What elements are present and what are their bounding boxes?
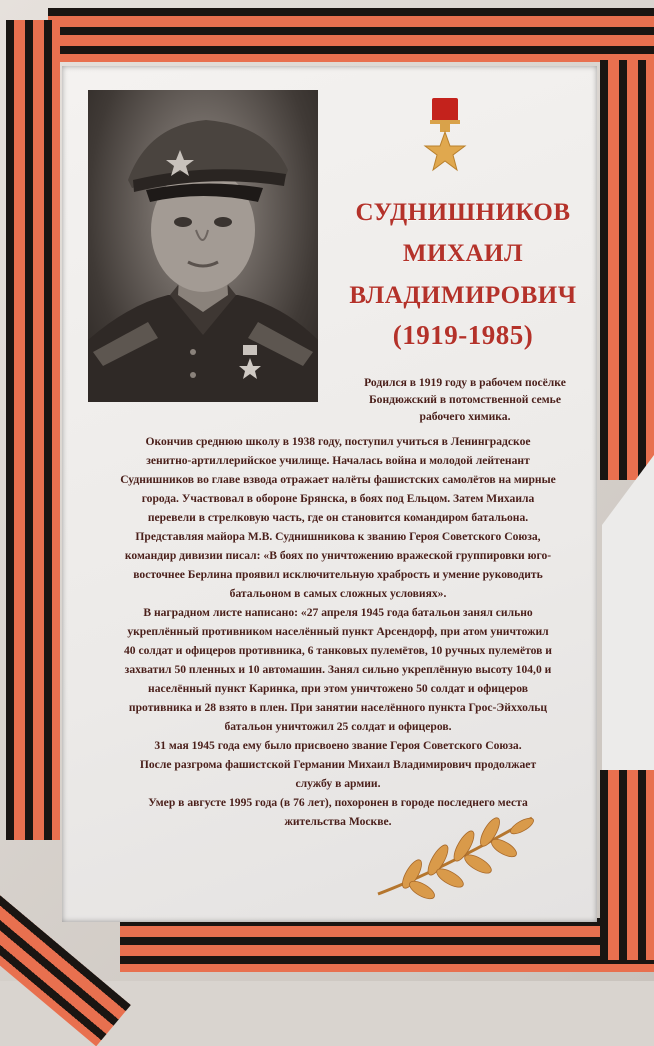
bio-line: Суднишников во главе взвода отражает налёты фашистских самолётов на мирные: [120, 473, 556, 486]
bio-line: перевели в стрелковую часть, где он становится командиром батальона.: [147, 511, 529, 524]
first-name-heading: МИХАИЛ: [402, 240, 524, 267]
bio-intro-line: Родился в 1919 году в рабочем посёлке: [364, 376, 566, 389]
bio-line: жительства Москве.: [284, 815, 392, 828]
bio-line: захватил 50 пленных и 10 автомашин. Занял сильно укреплённую высоту 104,0 и: [124, 663, 552, 676]
bio-line: 31 мая 1945 года ему было присвоено звание Героя Советского Союза.: [154, 739, 522, 752]
bio-line: Окончив среднюю школу в 1938 году, поступил учиться в Ленинградское: [145, 435, 531, 448]
ribbon-right-lower: [600, 770, 654, 960]
life-years-heading: (1919-1985): [392, 320, 534, 350]
bio-line: командир дивизии писал: «В боях по уничтожению вражеской группировки юго-: [124, 549, 552, 562]
ribbon-right-upper: [600, 60, 654, 480]
bio-line: После разгрома фашистской Германии Михаил Владимирович продолжает: [139, 758, 537, 771]
bio-line: 40 солдат и офицеров противника, 6 танковых пулемётов, 10 ручных пулемётов и: [124, 644, 552, 657]
bio-line: противника и 28 взято в плен. При занятии населённого пункта Грос-Эйххольц: [128, 701, 548, 714]
bio-line: города. Участвовал в обороне Брянска, в боях под Ельцом. Затем Михаила: [141, 492, 535, 505]
bio-line: Умер в августе 1995 года (в 76 лет), похоронен в городе последнего места: [148, 796, 528, 809]
ribbon-bottom: [120, 918, 654, 972]
ribbon-end-notch: [602, 455, 654, 525]
bio-line: батальоном в самых сложных условиях».: [229, 587, 447, 600]
gold-star-medal-icon: [420, 96, 470, 176]
bio-line: батальон уничтожил 25 солдат и офицеров.: [224, 720, 452, 733]
patronymic-heading: ВЛАДИМИРОВИЧ: [349, 282, 577, 309]
portrait-photo: [88, 90, 318, 402]
bio-intro-line: Бондюжский в потомственной семье: [369, 393, 561, 406]
laurel-branch-icon: [372, 810, 542, 910]
bio-text: [78, 432, 598, 831]
bio-line: укреплённый противником населённый пункт Арсендорф, при атом уничтожил: [127, 625, 549, 638]
bio-intro-line: рабочего химика.: [419, 410, 511, 423]
bio-line: Представляя майора М.В. Суднишникова к званию Героя Советского Союза,: [135, 530, 541, 543]
ribbon-left: [6, 20, 60, 840]
bio-line: службу в армии.: [295, 777, 381, 790]
bio-intro: [330, 374, 600, 425]
ribbon-top: [48, 8, 654, 62]
ribbon-end-fill: [602, 525, 654, 770]
bio-line: восточнее Берлина проявил исключительную храбрость и умение руководить: [133, 568, 543, 581]
bio-line: В наградном листе написано: «27 апреля 1945 года батальон занял сильно: [143, 606, 533, 619]
bio-line: населённый пункт Каринка, при этом уничтожено 50 солдат и офицеров: [148, 682, 528, 695]
bio-line: зенитно-артиллерийское училище. Началась война и молодой лейтенант: [146, 454, 530, 467]
surname-heading: СУДНИШНИКОВ: [355, 199, 571, 226]
